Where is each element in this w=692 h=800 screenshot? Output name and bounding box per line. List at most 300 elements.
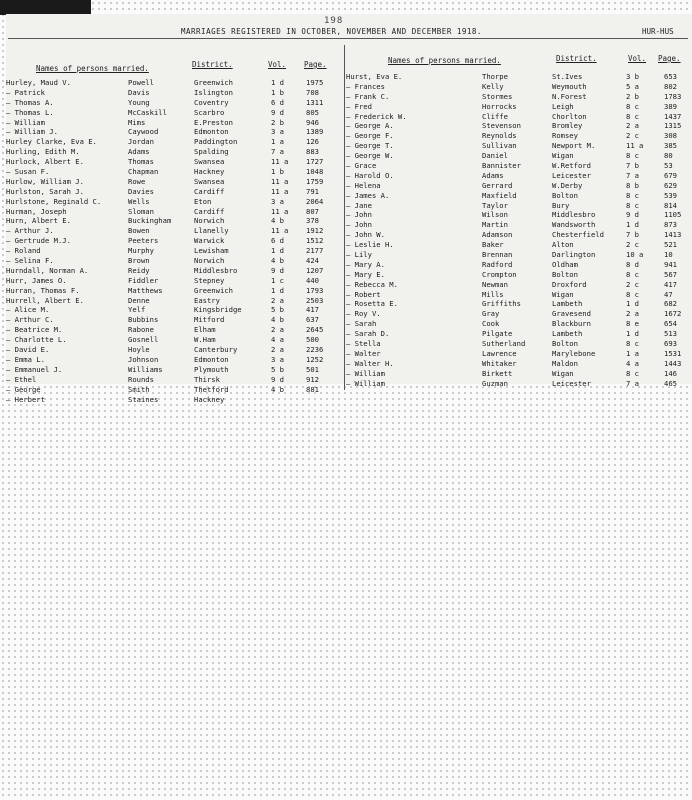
- entry-name: — George W.: [346, 151, 394, 161]
- entry-name: — Arthur J.: [6, 226, 54, 236]
- page-title: MARRIAGES REGISTERED IN OCTOBER, NOVEMBER AND DECEMBER 1918.: [181, 27, 482, 36]
- entry-spouse: Denne: [128, 295, 150, 305]
- table-row: [346, 250, 682, 260]
- entry-district: Edmonton: [194, 127, 229, 137]
- entry-district: Lambeth: [552, 299, 583, 309]
- entry-volume: 3 a: [271, 354, 284, 364]
- entry-district: Bury: [552, 200, 570, 210]
- entry-volume: 2 a: [271, 295, 284, 305]
- table-row: [346, 181, 682, 191]
- entry-page: 637: [306, 315, 319, 325]
- entry-page: 1443: [664, 358, 682, 368]
- table-row: [346, 319, 682, 329]
- entry-volume: 8 c: [626, 368, 639, 378]
- entry-page: 539: [664, 190, 677, 200]
- entry-district: Canterbury: [194, 345, 238, 355]
- table-row: [346, 349, 682, 359]
- entry-district: Edmonton: [194, 354, 229, 364]
- entry-spouse: Brennan: [482, 250, 513, 260]
- entry-spouse: Johnson: [128, 354, 159, 364]
- table-row: [6, 187, 342, 197]
- entry-name: — Herbert: [6, 394, 45, 404]
- entry-volume: 8 c: [626, 190, 639, 200]
- entry-page: 378: [306, 216, 319, 226]
- entry-district: Thirsk: [194, 374, 220, 384]
- entry-name: — David E.: [6, 345, 50, 355]
- entry-spouse: Reidy: [128, 265, 150, 275]
- entry-name: — Frederick W.: [346, 111, 407, 121]
- table-row: [346, 339, 682, 349]
- entry-name: — Stella: [346, 339, 381, 349]
- entry-name: — William: [346, 368, 385, 378]
- entry-spouse: Baker: [482, 240, 504, 250]
- entry-district: Bolton: [552, 339, 578, 349]
- entry-name: — Rosetta E.: [346, 299, 398, 309]
- entry-district: Alton: [552, 240, 574, 250]
- entry-volume: 6 d: [271, 97, 284, 107]
- entry-spouse: Powell: [128, 78, 154, 87]
- entry-page: 308: [664, 131, 677, 141]
- entry-spouse: Horrocks: [482, 101, 517, 111]
- entry-district: Middlesbro: [194, 265, 238, 275]
- entry-page: 693: [664, 339, 677, 349]
- register-page: [6, 14, 692, 404]
- entry-spouse: Stormes: [482, 91, 513, 101]
- entry-spouse: Sullivan: [482, 141, 517, 151]
- entry-page: 791: [306, 186, 319, 196]
- entry-name: — George: [6, 384, 41, 394]
- entry-spouse: Bannister: [482, 161, 521, 171]
- entry-spouse: Rabone: [128, 325, 154, 335]
- entry-page: 883: [306, 147, 319, 157]
- entry-name: — Emmanuel J.: [6, 364, 63, 374]
- entry-spouse: Williams: [128, 364, 163, 374]
- entry-name: — James A.: [346, 190, 390, 200]
- entry-spouse: Smith: [128, 384, 150, 394]
- entry-page: 1912: [306, 226, 324, 236]
- table-row: [6, 108, 342, 118]
- entry-volume: 1 c: [271, 275, 284, 285]
- entry-name: Hurley Clarke, Eva E.: [6, 137, 97, 147]
- name-range: HUR-HUS: [642, 27, 674, 36]
- entry-district: Swansea: [194, 176, 225, 186]
- entry-district: Wigan: [552, 368, 574, 378]
- table-row: [346, 102, 682, 112]
- table-row: [346, 151, 682, 161]
- entry-district: Chorlton: [552, 111, 587, 121]
- entry-spouse: Wilson: [482, 210, 508, 220]
- entry-spouse: Thomas: [128, 157, 154, 167]
- entry-page: 881: [306, 384, 319, 394]
- table-row: [346, 309, 682, 319]
- table-row: [346, 112, 682, 122]
- entry-name: — Arthur C.: [6, 315, 54, 325]
- table-row: [346, 121, 682, 131]
- entry-volume: 3 a: [271, 127, 284, 137]
- entry-volume: 1 b: [271, 167, 284, 177]
- entry-spouse: Pilgate: [482, 329, 513, 339]
- entry-spouse: Gray: [482, 309, 500, 319]
- entry-spouse: Cook: [482, 319, 500, 329]
- entry-page: 1048: [306, 167, 324, 177]
- entry-page: 47: [664, 289, 673, 299]
- left-entries: [6, 78, 342, 404]
- table-row: [6, 98, 342, 108]
- district-header: District.: [556, 54, 597, 63]
- entry-name: — Lily: [346, 250, 372, 260]
- entry-volume: 1 d: [271, 285, 284, 295]
- entry-name: — Fred: [346, 101, 372, 111]
- entry-name: Hurlow, William J.: [6, 176, 84, 186]
- names-header: Names of persons married.: [388, 56, 501, 65]
- entry-page: 501: [306, 364, 319, 374]
- entry-district: Leicester: [552, 378, 591, 388]
- table-row: [6, 355, 342, 365]
- entry-page: 653: [664, 72, 677, 81]
- table-row: [6, 157, 342, 167]
- entry-page: 1207: [306, 265, 324, 275]
- entry-page: 465: [664, 378, 677, 388]
- entry-page: 567: [664, 269, 677, 279]
- entry-district: N.Forest: [552, 91, 587, 101]
- entry-district: Scarbro: [194, 107, 225, 117]
- entry-district: Darlington: [552, 250, 596, 260]
- entry-district: Coventry: [194, 97, 229, 107]
- entry-page: 440: [306, 275, 319, 285]
- entry-page: 802: [664, 81, 677, 91]
- entry-page: 708: [306, 87, 319, 97]
- entry-district: Lewisham: [194, 246, 229, 256]
- entry-name: — Walter: [346, 348, 381, 358]
- entry-page: 53: [664, 161, 673, 171]
- entry-name: — Frank C.: [346, 91, 390, 101]
- entry-page: 873: [664, 220, 677, 230]
- entry-spouse: Crompton: [482, 269, 517, 279]
- table-row: [346, 359, 682, 369]
- entry-page: 2236: [306, 345, 324, 355]
- entry-name: — Roland: [6, 246, 41, 256]
- table-row: [6, 325, 342, 335]
- entry-district: Hackney: [194, 167, 225, 177]
- entry-volume: 5 a: [626, 81, 639, 91]
- table-row: [6, 118, 342, 128]
- entry-volume: 6 d: [271, 236, 284, 246]
- entry-district: Lambeth: [552, 329, 583, 339]
- entry-name: — Sarah D.: [346, 329, 390, 339]
- entry-page: 912: [306, 374, 319, 384]
- table-row: [346, 299, 682, 309]
- entry-volume: 11 a: [271, 206, 289, 216]
- column-divider: [344, 45, 345, 390]
- entry-volume: 2 a: [626, 309, 639, 319]
- entry-volume: 10 a: [626, 250, 644, 260]
- table-row: [346, 260, 682, 270]
- entry-page: 1389: [306, 127, 324, 137]
- entry-spouse: Yelf: [128, 305, 146, 315]
- entry-district: W.Derby: [552, 180, 583, 190]
- table-row: [6, 167, 342, 177]
- entry-page: 126: [306, 137, 319, 147]
- entry-page: 389: [664, 101, 677, 111]
- entry-district: Middlesbro: [552, 210, 596, 220]
- entry-volume: 2 b: [271, 117, 284, 127]
- entry-page: 146: [664, 368, 677, 378]
- entry-spouse: Gerrard: [482, 180, 513, 190]
- names-header: Names of persons married.: [36, 64, 149, 73]
- table-row: [6, 305, 342, 315]
- table-row: [6, 266, 342, 276]
- entry-name: — Thomas L.: [6, 107, 54, 117]
- entry-page: 1793: [306, 285, 324, 295]
- right-entries: [346, 72, 682, 389]
- entry-name: — George F.: [346, 131, 394, 141]
- entry-name: — William: [346, 378, 385, 388]
- entry-volume: 4 a: [626, 358, 639, 368]
- table-row: [346, 270, 682, 280]
- entry-spouse: Maxfield: [482, 190, 517, 200]
- entry-name: Hurst, Eva E.: [346, 72, 403, 81]
- entry-volume: 1 d: [271, 246, 284, 256]
- entry-name: — William: [6, 117, 45, 127]
- entry-name: — Gertrude M.J.: [6, 236, 71, 246]
- entry-spouse: Taylor: [482, 200, 508, 210]
- entry-spouse: Cliffe: [482, 111, 508, 121]
- entry-district: Maldon: [552, 358, 578, 368]
- entry-district: Chesterfield: [552, 230, 604, 240]
- entry-volume: 5 b: [271, 305, 284, 315]
- entry-spouse: Rounds: [128, 374, 154, 384]
- entry-spouse: Rowe: [128, 176, 146, 186]
- entry-district: Plymouth: [194, 364, 229, 374]
- entry-page: 513: [664, 329, 677, 339]
- entry-spouse: Staines: [128, 394, 159, 404]
- entry-volume: 2 c: [626, 279, 639, 289]
- entry-volume: 1 b: [271, 87, 284, 97]
- entry-page: 1975: [306, 78, 324, 87]
- entry-page: 2645: [306, 325, 324, 335]
- entry-district: Oldham: [552, 259, 578, 269]
- entry-volume: 8 d: [626, 259, 639, 269]
- entry-district: Hackney: [194, 394, 225, 404]
- entry-name: Hurran, Thomas F.: [6, 285, 80, 295]
- table-row: [6, 286, 342, 296]
- entry-volume: 7 b: [626, 230, 639, 240]
- entry-district: Eastry: [194, 295, 220, 305]
- entry-spouse: Chapman: [128, 167, 159, 177]
- entry-page: 814: [664, 200, 677, 210]
- entry-page: 1531: [664, 348, 682, 358]
- entry-name: — William J.: [6, 127, 58, 137]
- entry-volume: 11 a: [271, 176, 289, 186]
- entry-volume: 7 a: [626, 378, 639, 388]
- entry-volume: 8 b: [626, 180, 639, 190]
- entry-district: Leigh: [552, 101, 574, 111]
- entry-spouse: Thorpe: [482, 72, 508, 81]
- entry-volume: 9 d: [271, 107, 284, 117]
- entry-volume: 1 d: [626, 299, 639, 309]
- entry-page: 1105: [664, 210, 682, 220]
- entry-page: 807: [306, 206, 319, 216]
- entry-page: 2503: [306, 295, 324, 305]
- entry-page: 417: [306, 305, 319, 315]
- page-header: Page.: [304, 60, 327, 69]
- entry-page: 679: [664, 170, 677, 180]
- table-row: [6, 197, 342, 207]
- entry-volume: 5 b: [271, 364, 284, 374]
- entry-district: Norwich: [194, 216, 225, 226]
- entry-district: Thetford: [194, 384, 229, 394]
- entry-district: Spalding: [194, 147, 229, 157]
- entry-volume: 8 c: [626, 289, 639, 299]
- entry-page: 424: [306, 256, 319, 266]
- table-row: [6, 395, 342, 405]
- table-row: [346, 72, 682, 82]
- entry-district: Romsey: [552, 131, 578, 141]
- entry-district: W.Retford: [552, 161, 591, 171]
- entry-name: Hurndall, Norman A.: [6, 265, 89, 275]
- entry-spouse: Birkett: [482, 368, 513, 378]
- entry-volume: 11 a: [271, 157, 289, 167]
- entry-name: — Walter H.: [346, 358, 394, 368]
- entry-volume: 7 a: [626, 170, 639, 180]
- entry-spouse: Mills: [482, 289, 504, 299]
- table-row: [6, 216, 342, 226]
- entry-name: — Grace: [346, 161, 377, 171]
- entry-spouse: Brown: [128, 256, 150, 266]
- district-header: District.: [192, 60, 233, 69]
- entry-district: Greenwich: [194, 285, 233, 295]
- table-row: [6, 375, 342, 385]
- entry-volume: 8 c: [626, 200, 639, 210]
- entry-district: Bolton: [552, 190, 578, 200]
- entry-page: 1727: [306, 157, 324, 167]
- page-number: 198: [324, 16, 344, 26]
- entry-page: 1672: [664, 309, 682, 319]
- entry-volume: 11 a: [271, 186, 289, 196]
- entry-spouse: Sutherland: [482, 339, 526, 349]
- entry-page: 521: [664, 240, 677, 250]
- entry-spouse: Murphy: [128, 246, 154, 256]
- entry-name: — Beatrice M.: [6, 325, 63, 335]
- entry-volume: 9 d: [271, 374, 284, 384]
- entry-volume: 2 a: [271, 345, 284, 355]
- table-row: [6, 78, 342, 88]
- entry-spouse: Matthews: [128, 285, 163, 295]
- entry-page: 2177: [306, 246, 324, 256]
- entry-spouse: Radford: [482, 259, 513, 269]
- entry-spouse: Sloman: [128, 206, 154, 216]
- entry-spouse: Caywood: [128, 127, 159, 137]
- entry-page: 946: [306, 117, 319, 127]
- entry-district: Blackburn: [552, 319, 591, 329]
- entry-page: 500: [306, 335, 319, 345]
- entry-page: 941: [664, 259, 677, 269]
- entry-volume: 2 c: [626, 240, 639, 250]
- entry-page: 10: [664, 250, 673, 260]
- entry-district: Eton: [194, 196, 212, 206]
- entry-spouse: Stevenson: [482, 121, 521, 131]
- entry-page: 682: [664, 299, 677, 309]
- entry-spouse: Davies: [128, 186, 154, 196]
- entry-page: 385: [664, 141, 677, 151]
- entry-spouse: Adamson: [482, 230, 513, 240]
- entry-volume: 7 b: [626, 161, 639, 171]
- entry-spouse: Peeters: [128, 236, 159, 246]
- entry-name: Hurman, Joseph: [6, 206, 67, 216]
- entry-district: Greenwich: [194, 78, 233, 87]
- page-header: Page.: [658, 54, 681, 63]
- scan-edge-tab: [0, 0, 91, 15]
- table-row: [346, 201, 682, 211]
- table-row: [6, 365, 342, 375]
- entry-page: 2064: [306, 196, 324, 206]
- entry-district: Weymouth: [552, 81, 587, 91]
- entry-district: Bromley: [552, 121, 583, 131]
- entry-page: 1437: [664, 111, 682, 121]
- entry-volume: 1 d: [271, 78, 284, 87]
- entry-name: — Patrick: [6, 87, 45, 97]
- table-row: [346, 171, 682, 181]
- table-row: [346, 141, 682, 151]
- entry-name: — John: [346, 220, 372, 230]
- entry-spouse: Jordan: [128, 137, 154, 147]
- table-row: [6, 88, 342, 98]
- entry-name: — Leslie H.: [346, 240, 394, 250]
- entry-volume: 8 c: [626, 339, 639, 349]
- entry-district: Kingsbridge: [194, 305, 242, 315]
- entry-name: — Harold O.: [346, 170, 394, 180]
- entry-spouse: Buckingham: [128, 216, 172, 226]
- entry-page: 805: [306, 107, 319, 117]
- entry-district: Newport M.: [552, 141, 596, 151]
- table-row: [6, 345, 342, 355]
- entry-volume: 1 d: [626, 220, 639, 230]
- table-row: [6, 315, 342, 325]
- entry-page: 1413: [664, 230, 682, 240]
- entry-name: — Helena: [346, 180, 381, 190]
- table-row: [6, 127, 342, 137]
- table-row: [346, 210, 682, 220]
- entry-page: 1783: [664, 91, 682, 101]
- entry-spouse: Martin: [482, 220, 508, 230]
- entry-district: Gravesend: [552, 309, 591, 319]
- entry-district: W.Ham: [194, 335, 216, 345]
- entry-volume: 2 a: [271, 325, 284, 335]
- entry-spouse: Fiddler: [128, 275, 159, 285]
- entry-volume: 8 e: [626, 319, 639, 329]
- entry-name: — John: [346, 210, 372, 220]
- entry-spouse: Bubbins: [128, 315, 159, 325]
- entry-page: 1252: [306, 354, 324, 364]
- entry-name: — John W.: [346, 230, 385, 240]
- entry-volume: 2 a: [626, 121, 639, 131]
- table-row: [6, 207, 342, 217]
- entry-spouse: Adams: [128, 147, 150, 157]
- entry-name: — Mary E.: [346, 269, 385, 279]
- entry-volume: 8 c: [626, 269, 639, 279]
- entry-name: Hurrell, Albert E.: [6, 295, 84, 305]
- entry-name: — Rebecca M.: [346, 279, 398, 289]
- entry-spouse: Lawrence: [482, 348, 517, 358]
- entry-spouse: Davis: [128, 87, 150, 97]
- entry-district: Wigan: [552, 289, 574, 299]
- table-row: [6, 335, 342, 345]
- entry-name: — George A.: [346, 121, 394, 131]
- entry-name: Hurlston, Sarah J.: [6, 186, 84, 196]
- entry-volume: 9 d: [271, 265, 284, 275]
- entry-page: 1311: [306, 97, 324, 107]
- entry-name: Hurn, Albert E.: [6, 216, 71, 226]
